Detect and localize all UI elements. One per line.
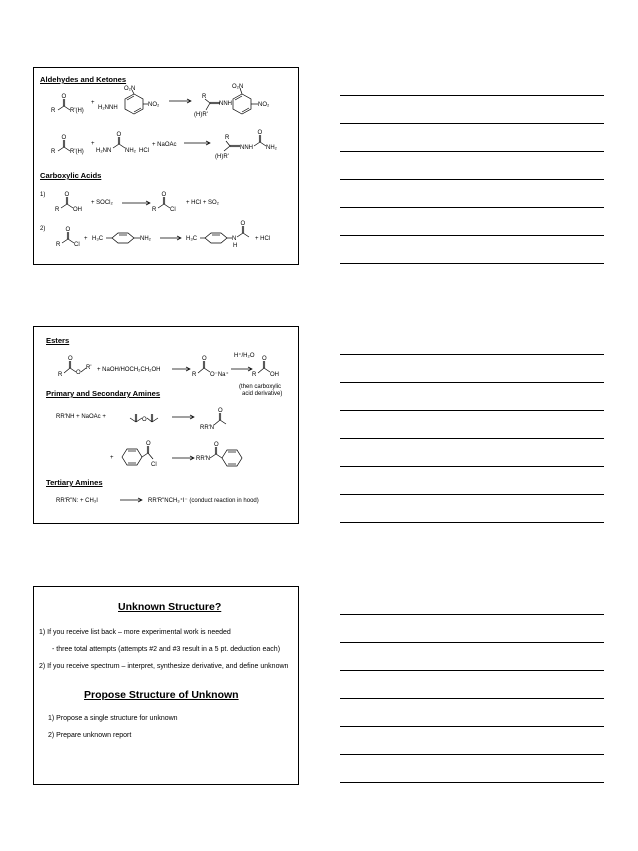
text-line1: 1) If you receive list back – more experimental work is needed xyxy=(39,629,231,636)
label-ona: O⁻Na⁺ xyxy=(210,372,229,378)
note-line xyxy=(340,522,604,523)
label-h3o: H⁺/H₂O xyxy=(234,353,255,359)
label-nh2: NH₂ xyxy=(266,145,277,151)
note-line xyxy=(340,382,604,383)
label-plus: + xyxy=(110,455,114,461)
label-o: O xyxy=(116,132,122,138)
label-tertiary-product: RR'R"NCH₃⁺I⁻ (conduct reaction in hood) xyxy=(148,498,259,504)
label-no2: NO₂ xyxy=(148,102,160,108)
label-rrn: RR'N xyxy=(196,456,211,462)
label-oh: OH xyxy=(73,207,82,213)
label-o: O xyxy=(214,442,219,448)
label-o: O xyxy=(65,227,71,233)
label-o: O xyxy=(142,417,147,423)
label-o: O xyxy=(61,94,67,100)
label-cl: Cl xyxy=(170,207,176,213)
label-r: R xyxy=(51,108,56,114)
label-o: O xyxy=(61,135,67,141)
label-oh: OH xyxy=(270,372,279,378)
label-o2n: O₂N xyxy=(232,84,244,90)
label-r: R xyxy=(192,372,197,378)
label-r: R xyxy=(56,242,61,248)
label-naoac: + NaOAc xyxy=(152,142,177,148)
label-o: O xyxy=(161,192,167,198)
note-line xyxy=(340,614,604,615)
note-line xyxy=(340,151,604,152)
label-plus: + xyxy=(91,141,95,147)
label-nh2: NH₂ xyxy=(125,148,136,154)
note-line xyxy=(340,466,604,467)
note-line xyxy=(340,410,604,411)
label-nnh: NNH xyxy=(240,145,253,151)
label-rrn: RR'N xyxy=(200,425,215,431)
label-cl: Cl xyxy=(74,242,80,248)
label-plus: + xyxy=(84,236,88,242)
label-h2nn: H₂NN xyxy=(96,148,112,154)
label-r: R xyxy=(152,207,157,213)
label-n: N xyxy=(232,236,237,242)
label-o: O xyxy=(68,356,73,362)
label-hcl-salt: HCl xyxy=(139,148,149,154)
note-line xyxy=(340,438,604,439)
note-line xyxy=(340,670,604,671)
label-note2: acid derivative) xyxy=(242,391,283,397)
label-plus: + xyxy=(91,100,95,106)
text-line2: 2) If you receive spectrum – interpret, synthesize derivative, and define unknown xyxy=(39,663,289,670)
label-o: O xyxy=(202,356,207,362)
label-or: R' xyxy=(86,365,92,371)
label-hcl-so2: + HCl + SO₂ xyxy=(186,200,220,206)
text-step1: 1) Propose a single structure for unknown xyxy=(48,715,178,722)
note-line xyxy=(340,782,604,783)
slide-aldehydes-acids xyxy=(33,67,299,265)
label-o: O xyxy=(64,192,70,198)
label-o: O xyxy=(146,441,151,447)
label-r: R xyxy=(225,135,230,141)
label-r: R xyxy=(202,94,207,100)
label-rh: R'(H) xyxy=(70,149,84,155)
text-step2: 2) Prepare unknown report xyxy=(48,732,132,739)
title-unknown-structure: Unknown Structure? xyxy=(118,601,222,613)
label-hr: (H)R' xyxy=(194,112,208,118)
heading-aldehydes-ketones: Aldehydes and Ketones xyxy=(40,75,127,84)
note-line xyxy=(340,235,604,236)
heading-tertiary-amines: Tertiary Amines xyxy=(46,478,103,487)
note-line xyxy=(340,207,604,208)
label-step1: 1) xyxy=(40,192,46,198)
heading-carboxylic-acids: Carboxylic Acids xyxy=(40,171,102,180)
label-h3c: H₃C xyxy=(186,236,198,242)
note-line xyxy=(340,354,604,355)
note-line xyxy=(340,123,604,124)
label-r: R xyxy=(55,207,60,213)
label-hcl: + HCl xyxy=(255,236,271,242)
label-hr: (H)R' xyxy=(215,154,229,160)
note-line xyxy=(340,754,604,755)
label-no2: NO₂ xyxy=(258,102,270,108)
title-propose-structure: Propose Structure of Unknown xyxy=(84,689,239,701)
note-line xyxy=(340,179,604,180)
label-o: O xyxy=(76,370,81,376)
note-line xyxy=(340,95,604,96)
label-r: R xyxy=(252,372,257,378)
label-h: H xyxy=(233,243,238,249)
label-h3c: H₃C xyxy=(92,236,104,242)
slide-esters-amines xyxy=(33,326,299,524)
label-nh2: NH₂ xyxy=(140,236,151,242)
label-note1: (then carboxylic xyxy=(239,384,282,390)
label-h2nnh: H₂NNH xyxy=(98,105,118,111)
label-r: R xyxy=(58,372,63,378)
label-o2n: O₂N xyxy=(124,86,136,92)
heading-esters: Esters xyxy=(46,336,70,345)
note-line xyxy=(340,263,604,264)
label-o: O xyxy=(262,356,267,362)
label-rh: R'(H) xyxy=(70,108,84,114)
note-line xyxy=(340,698,604,699)
label-reagent: + NaOH/HOCH₂CH₂OH xyxy=(97,367,161,373)
heading-primary-secondary-amines: Primary and Secondary Amines xyxy=(46,389,161,398)
label-o: O xyxy=(240,221,246,227)
label-nnh: NNH xyxy=(219,101,232,107)
label-cl: Cl xyxy=(151,462,157,468)
label-step2: 2) xyxy=(40,226,46,232)
slide-unknown-structure xyxy=(33,586,299,785)
label-tertiary-reagent: RR'R"N: + CH₃I xyxy=(56,498,98,504)
aldehyde-acid-reactions-figure xyxy=(34,68,298,264)
label-o: O xyxy=(218,408,223,414)
ester-amine-reactions-figure xyxy=(34,327,298,523)
label-r: R xyxy=(51,149,56,155)
note-line xyxy=(340,726,604,727)
label-amine-reagent: RR'NH + NaOAc + xyxy=(56,414,106,420)
label-socl2: + SOCl₂ xyxy=(91,200,113,206)
text-line1b: - three total attempts (attempts #2 and #3 result in a 5 pt. deduction each) xyxy=(52,646,281,653)
note-line xyxy=(340,494,604,495)
label-o: O xyxy=(257,130,263,136)
note-line xyxy=(340,642,604,643)
